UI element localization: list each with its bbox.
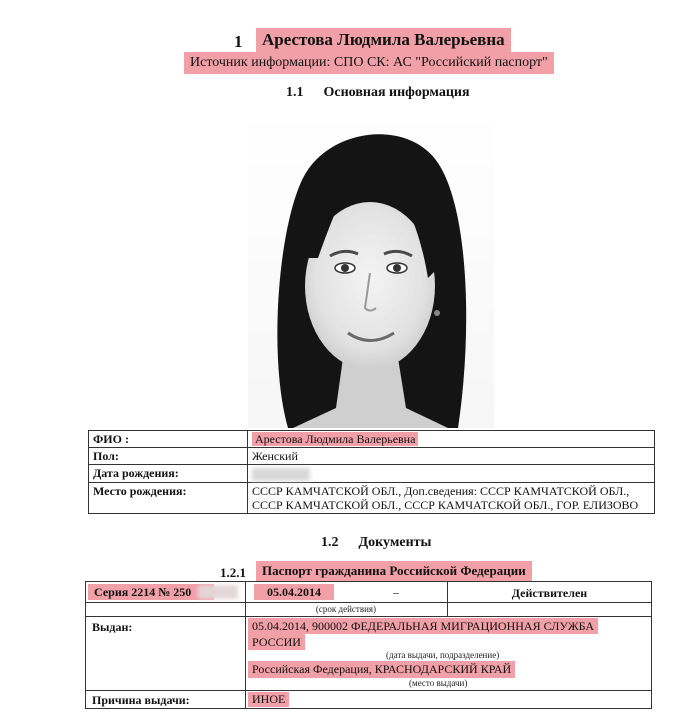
- section-1-1-number: 1.1: [286, 85, 304, 100]
- expiry-date: 05.04.2014: [254, 584, 334, 600]
- gender-label: Пол:: [89, 448, 248, 465]
- divider: [86, 602, 651, 603]
- divider: [245, 582, 246, 709]
- series-number: Серия 2214 № 250: [94, 585, 192, 599]
- validity-caption: (срок действия): [315, 604, 377, 614]
- issue-caption: (дата выдачи, подразделение): [386, 650, 500, 660]
- pob-label: Место рождения:: [89, 482, 248, 513]
- table-row: [89, 465, 655, 483]
- divider: [86, 616, 651, 617]
- table-row: [89, 482, 655, 513]
- section-1-2-heading: [321, 535, 431, 551]
- dob-label: Дата рождения:: [89, 465, 248, 483]
- pob-line-2: СССР КАМЧАТСКОЙ ОБЛ., СССР КАМЧАТСКОЙ ОБЛ., ГОР. ЕЛИЗОВО: [252, 497, 639, 512]
- table-row: [89, 448, 655, 465]
- person-name-heading: Арестова Людмила Валерьевна: [256, 28, 511, 52]
- issue-place: Российская Федерация, КРАСНОДАРСКИЙ КРАЙ: [248, 661, 515, 678]
- divider: [86, 690, 651, 691]
- section-number: 1: [234, 32, 243, 51]
- passport-title: Паспорт гражданина Российской Федерации: [256, 561, 532, 581]
- pob-line-1: СССР КАМЧАТСКОЙ ОБЛ., Доп.сведения: СССР КАМЧАТСКОЙ ОБЛ.,: [252, 483, 630, 498]
- section-1-1-heading: [286, 85, 470, 101]
- section-1-1-title: Основная информация: [323, 85, 470, 100]
- personal-info-table: [88, 430, 655, 514]
- portrait-photo: [248, 108, 494, 428]
- issued-label: Выдан:: [92, 620, 133, 634]
- issued-line-2: РОССИИ: [248, 634, 305, 650]
- date-dash: –: [393, 585, 399, 599]
- dob-value-cell: [248, 465, 655, 483]
- fio-value: Арестова Людмила Валерьевна: [252, 432, 418, 446]
- fio-value-cell: [248, 431, 655, 448]
- passport-details-box: [85, 581, 652, 709]
- section-1-2-title: Документы: [358, 535, 432, 550]
- issued-line-1: 05.04.2014, 900002 ФЕДЕРАЛЬНАЯ МИГРАЦИОННАЯ СЛУЖБА: [248, 618, 598, 634]
- reason-value: ИНОЕ: [248, 692, 289, 707]
- reason-label: Причина выдачи:: [92, 693, 190, 707]
- status-value: Действителен: [511, 586, 588, 600]
- pob-value-cell: [248, 482, 655, 513]
- gender-value: Женский: [248, 448, 655, 465]
- source-line: Источник информации: СПО СК: АС "Российский паспорт": [184, 52, 554, 74]
- place-caption: (место выдачи): [409, 678, 468, 688]
- section-1-2-number: 1.2: [321, 535, 339, 550]
- table-row: [89, 431, 655, 448]
- fio-label: ФИО :: [89, 431, 248, 448]
- series-number-cell: [88, 584, 214, 600]
- redacted-dob: [252, 468, 310, 481]
- redacted-number: [198, 585, 238, 599]
- section-1-2-1-number: 1.2.1: [220, 565, 246, 580]
